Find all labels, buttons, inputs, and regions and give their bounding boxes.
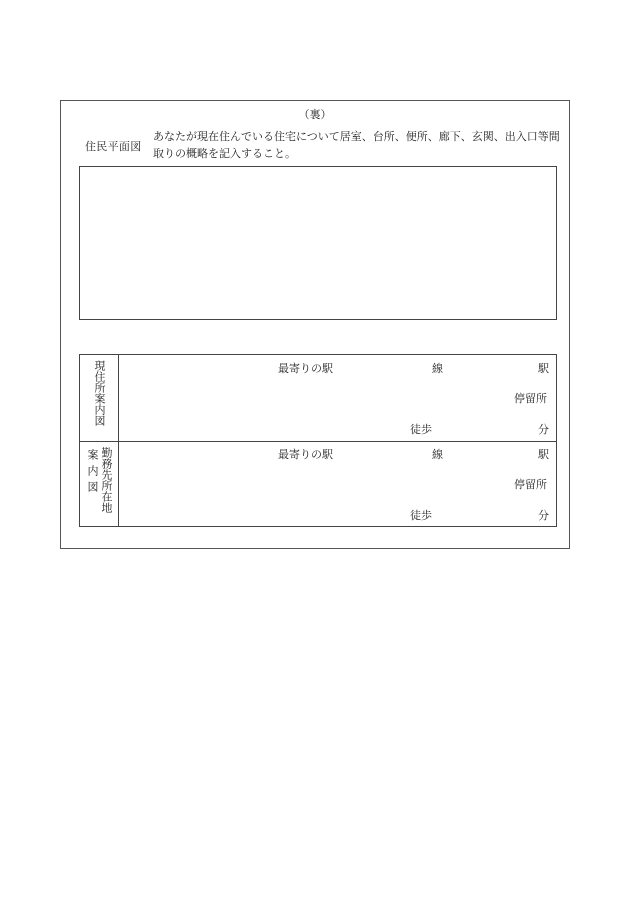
walk-label: 徒歩	[410, 423, 432, 436]
workplace-map-header-text-1: 勤務先所在地	[100, 447, 113, 513]
floor-plan-drawing-area[interactable]	[79, 166, 557, 320]
minutes-label: 分	[538, 509, 549, 522]
workplace-map-header-text-2: 案内図	[86, 449, 99, 497]
floor-plan-label: 住民平面図	[85, 140, 142, 153]
line-label: 線	[432, 362, 443, 375]
current-address-map-header	[80, 355, 119, 441]
nearest-station-label: 最寄りの駅	[278, 362, 333, 375]
station-label: 駅	[538, 362, 549, 375]
workplace-map-header	[80, 441, 119, 526]
current-address-map-row[interactable]	[80, 355, 556, 442]
workplace-map-row[interactable]	[80, 441, 556, 526]
bus-stop-label: 停留所	[514, 392, 547, 405]
station-label: 駅	[538, 448, 549, 461]
side-title: （裏）	[298, 108, 332, 121]
minutes-label: 分	[538, 423, 549, 436]
line-label: 線	[432, 448, 443, 461]
location-map-table	[79, 354, 557, 527]
bus-stop-label: 停留所	[514, 478, 547, 491]
current-address-map-header-text: 現住所案内図	[93, 360, 106, 426]
form-frame	[60, 100, 570, 549]
floor-plan-instruction: あなたが現在住んでいる住宅について居室、台所、便所、廊下、玄関、出入口等間取りの概略を記入すること。	[153, 130, 560, 160]
nearest-station-label: 最寄りの駅	[278, 448, 333, 461]
walk-label: 徒歩	[410, 509, 432, 522]
